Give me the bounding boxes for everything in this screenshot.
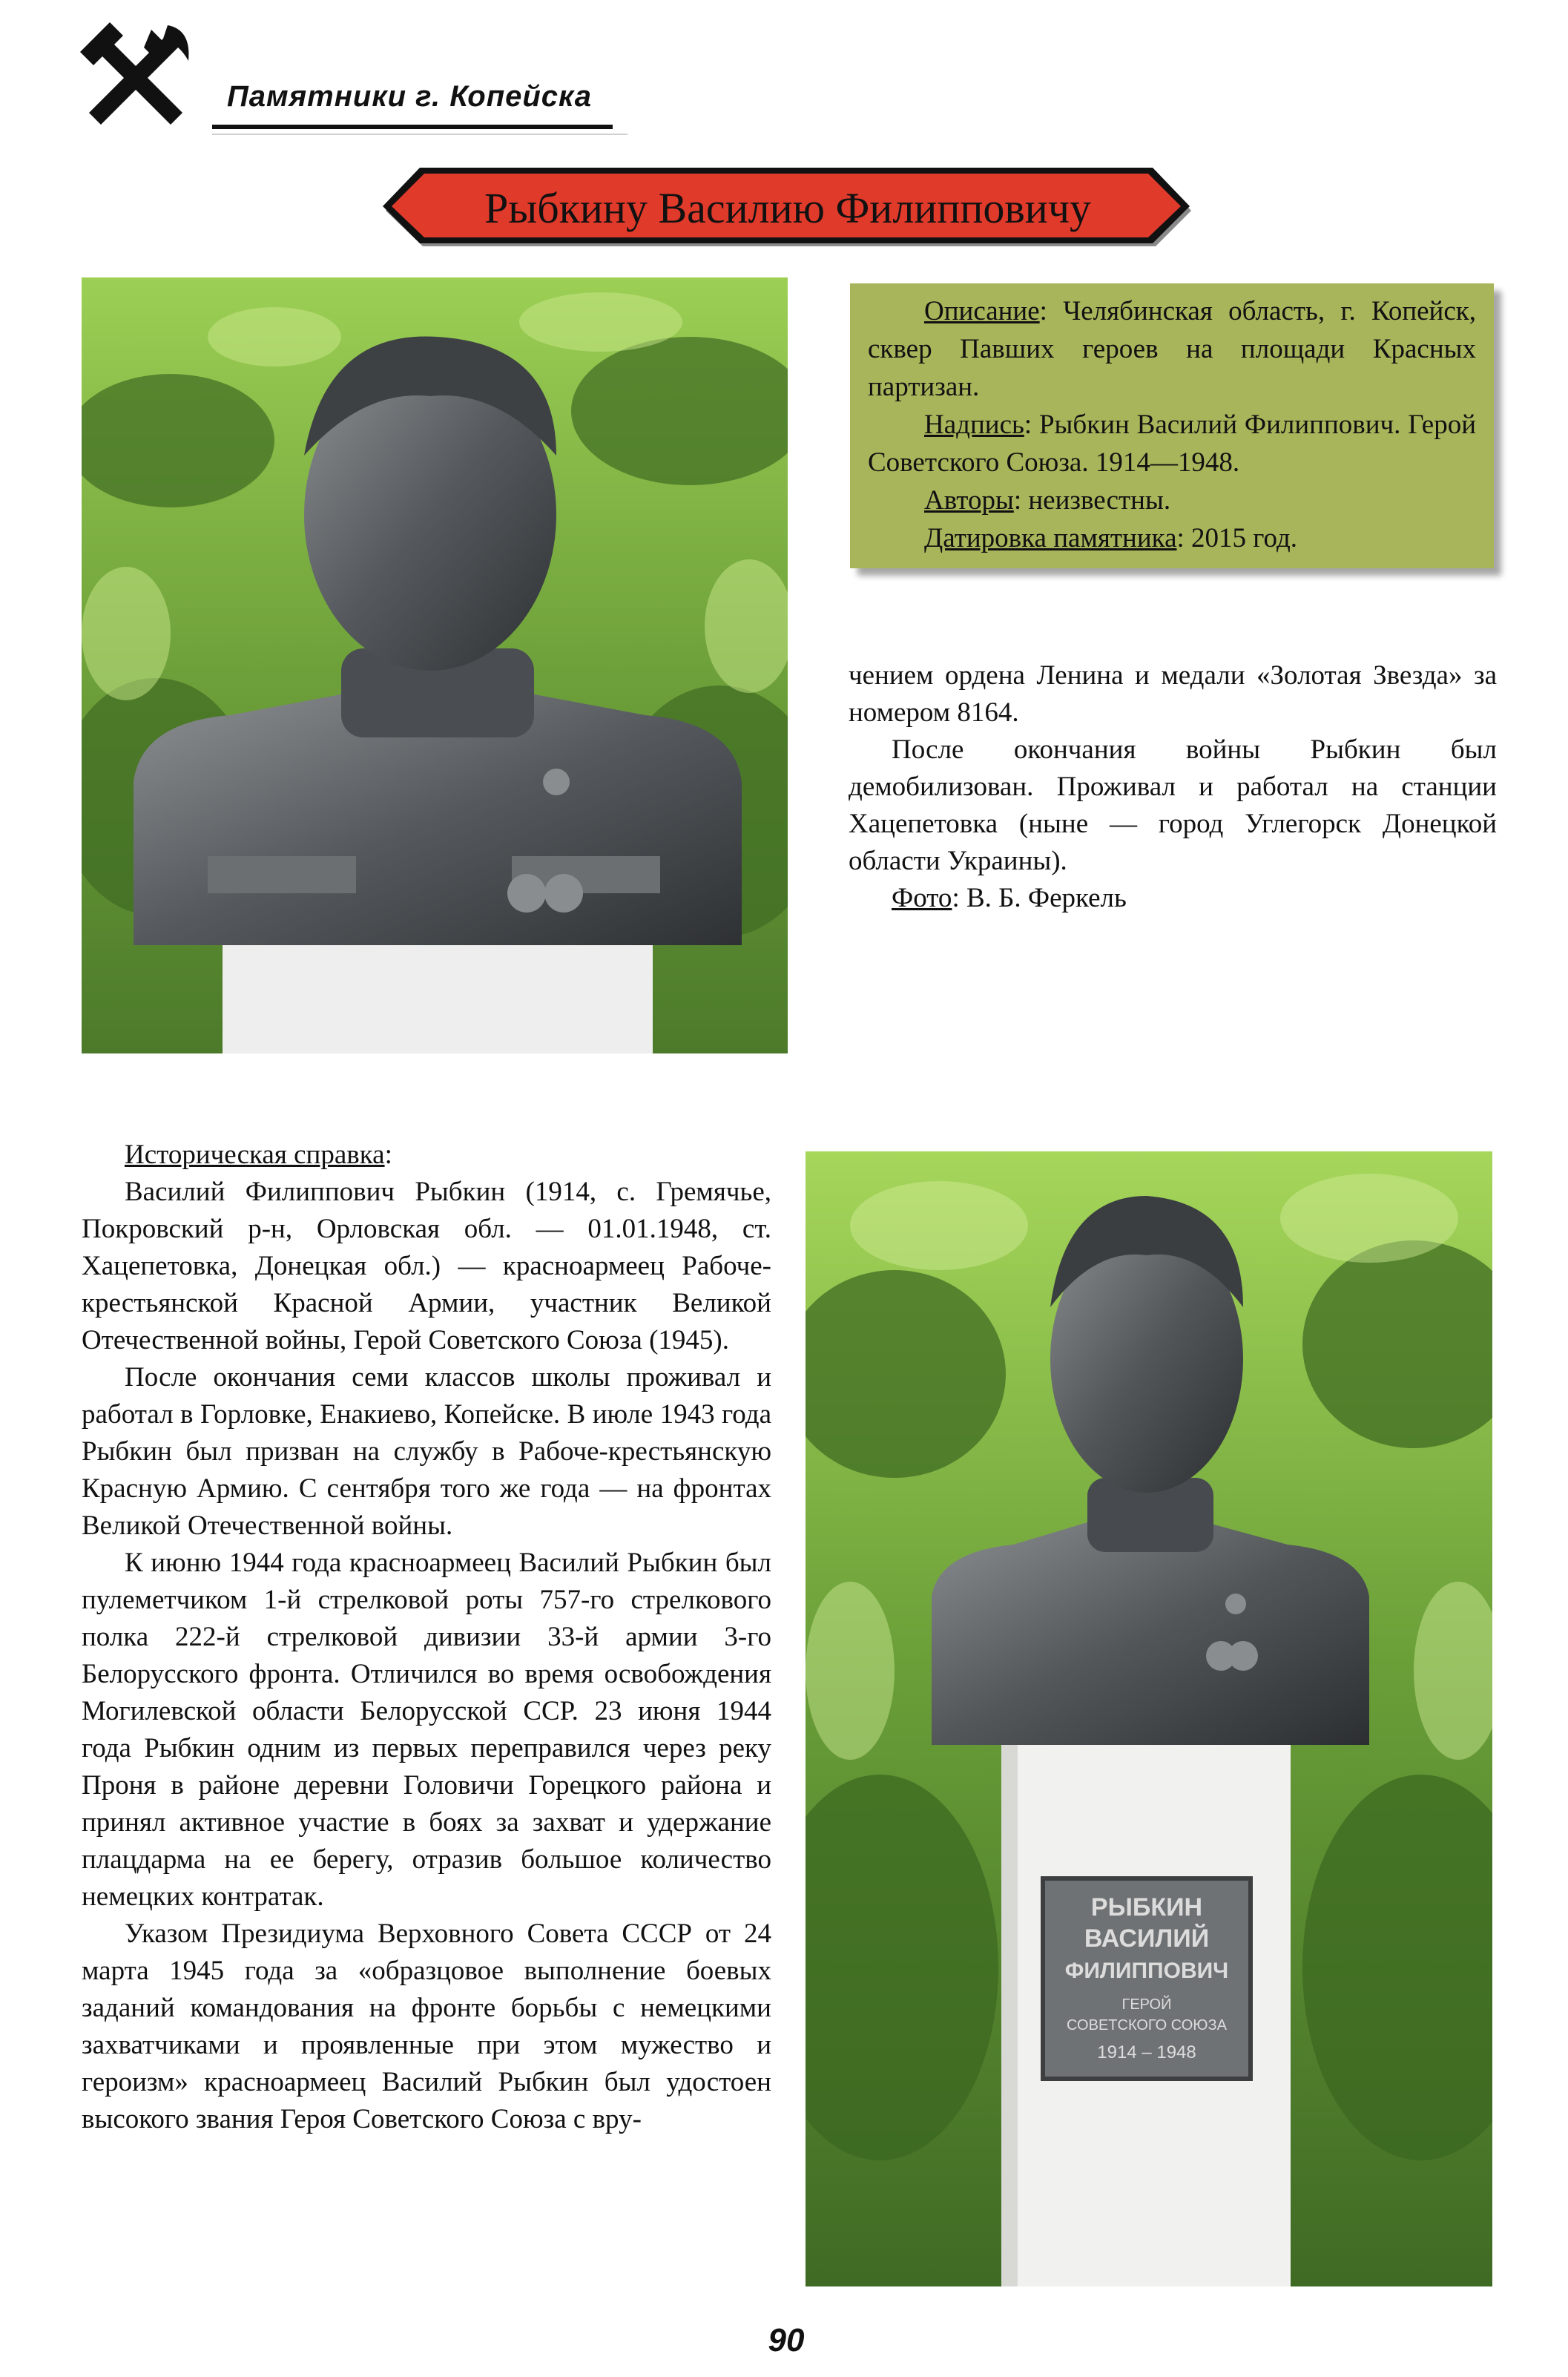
- paragraph: Указом Президиума Верховного Совета СССР от 24 марта 1945 года за «образцовое выполнение боевых заданий командования на фронте борьбы с немецкими захватчиками и проявленные при этом мужество и героизм» красноармеец Василий Рыбкин был удостоен высокого звания Героя Советского Союза с вру-: [82, 1919, 771, 2134]
- series-title: Памятники г. Копейска: [227, 80, 593, 113]
- plaque-text: РЫБКИН: [1090, 1893, 1203, 1921]
- info-description: Описание: Челябинская область, г. Копейск, сквер Павших героев на площади Красных партизан.: [868, 296, 1476, 402]
- right-column-text: [849, 657, 1497, 917]
- page-title: Рыбкину Василию Филипповичу: [484, 183, 1092, 232]
- paragraph: чением ордена Ленина и медали «Золотая Звезда» за номером 8164.: [849, 660, 1497, 728]
- crossed-hammer-pick-icon: [80, 22, 191, 134]
- paragraph: После окончания войны Рыбкин был демобилизован. Проживал и работал на станции Хацепетовка (ныне — город Углегорск Донецкой области Украины).: [849, 734, 1497, 876]
- series-underline: [212, 125, 613, 129]
- history-heading: Историческая справка:: [125, 1140, 392, 1170]
- left-column-text: [82, 1137, 771, 2138]
- plaque-text: ФИЛИППОВИЧ: [1064, 1959, 1229, 1983]
- info-inscription: Надпись: Рыбкин Василий Филиппович. Герой Советского Союза. 1914—1948.: [868, 410, 1476, 478]
- bust-photo: [82, 277, 788, 1053]
- paragraph: Василий Филиппович Рыбкин (1914, с. Гремячье, Покровский р-н, Орловская обл. — 01.01.1948, ст. Хацепетовка, Донецкая обл.) — красноармеец Рабоче-крестьянской Красной Армии, участник Великой Отечественной войны, Герой Советского Союза (1945).: [82, 1177, 771, 1355]
- photo-credit: Фото: В. Б. Феркель: [892, 883, 1127, 913]
- monument-photo: [806, 1151, 1492, 2286]
- series-underline-shadow: [212, 134, 627, 135]
- paragraph: К июню 1944 года красноармеец Василий Рыбкин был пулеметчиком 1-й стрелковой роты 757-го стрелкового полка 222-й стрелковой дивизии 33-й армии 3-го Белорусского фронта. Отличился во время освобождения Могилевской области Белорусской ССР. 23 июня 1944 года Рыбкин одним из первых переправился через реку Проня в районе деревни Головичи Горецкого района и принял активное участие в боях за захват и удержание плацдарма на ее берегу, отразив большое количество немецких контратак.: [82, 1548, 771, 1912]
- page-number: 90: [768, 2322, 805, 2358]
- info-authors: Авторы: неизвестны.: [924, 485, 1171, 516]
- paragraph: После окончания семи классов школы проживал и работал в Горловке, Енакиево, Копейске. В июле 1943 года Рыбкин был призван на службу в Рабоче-крестьянскую Красную Армию. С сентября того же года — на фронтах Великой Отечественной войны.: [82, 1362, 771, 1541]
- plaque-text: 1914 – 1948: [1097, 2042, 1196, 2062]
- monument-info-box: [850, 283, 1494, 568]
- plaque-text: ГЕРОЙ: [1121, 1996, 1172, 2013]
- info-date: Датировка памятника: 2015 год.: [924, 523, 1298, 553]
- plaque-text: ВАСИЛИЙ: [1084, 1924, 1210, 1953]
- plaque-text: СОВЕТСКОГО СОЮЗА: [1067, 2017, 1227, 2034]
